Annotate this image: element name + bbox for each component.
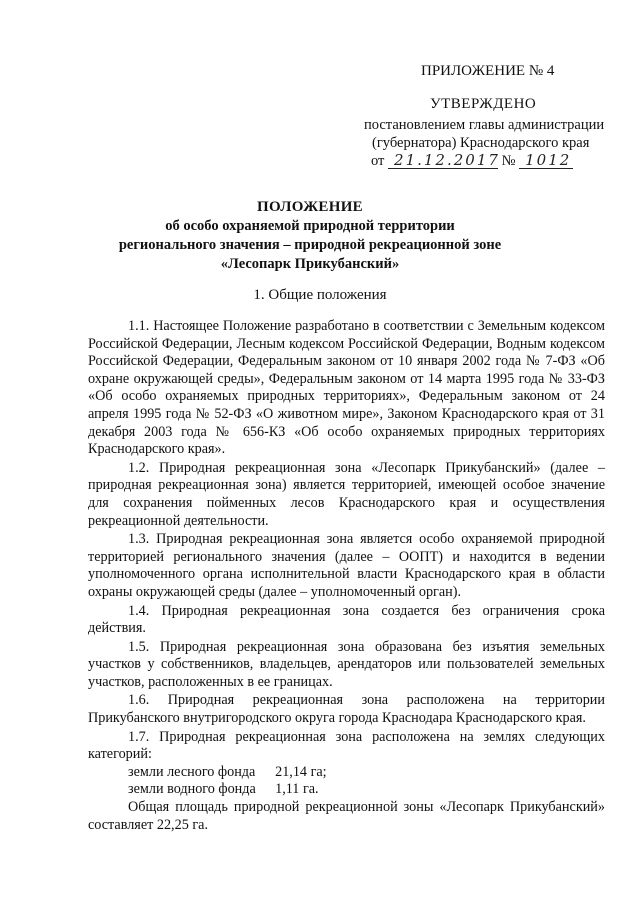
paragraph-1-4: 1.4. Природная рекреационная зона создается без ограничения срока действия. (88, 602, 605, 637)
document-body (88, 318, 605, 834)
title-line-2: об особо охраняемой природной территории (165, 218, 455, 234)
paragraph-1-1: 1.1. Настоящее Положение разработано в соответствии с Земельным кодексом Российской Федерации, Лесным кодексом Российской Федерации, Водным кодексом Российской Федерации, Федеральным законом от 10 января 2002 года № 7-ФЗ «Об охране окружающей среды», Федеральным законом от 14 марта 1995 года № 33-ФЗ «Об особо охраняемых природных территориях», Федеральным законом от 24 апреля 1995 года № 52-ФЗ «О животном мире», Законом Краснодарского края от 31 декабря 2003 года № 656-КЗ «Об особо охраняемых природных территориях Краснодарского края». (88, 318, 605, 458)
decree-line-2: (губернатора) Краснодарского края (372, 135, 590, 151)
land-label: земли лесного фонда (128, 763, 256, 780)
handwritten-number: 1012 (519, 152, 573, 169)
number-sign: № (501, 153, 516, 169)
paragraph-1-3: 1.3. Природная рекреационная зона является особо охраняемой природной территорией регионального значения (далее – ООПТ) и находится в ведении уполномоченного органа исполнительной власти Краснодарского края в области охраны окружающей среды (далее – уполномоченный орган). (88, 531, 605, 600)
paragraph-1-2: 1.2. Природная рекреационная зона «Лесопарк Прикубанский» (далее – природная рекреационная зона) является территорией, имеющей особое значение для сохранения пойменных лесов Краснодарского края и осуществления рекреационной деятельности. (88, 459, 605, 529)
paragraph-1-6: 1.6. Природная рекреационная зона расположена на территории Прикубанского внутригородского округа города Краснодара Краснодарского края. (88, 692, 605, 727)
handwritten-date: 21.12.2017 (388, 152, 498, 169)
land-value: 1,11 га. (275, 781, 319, 798)
land-value: 21,14 га; (275, 763, 327, 780)
land-label: земли водного фонда (128, 781, 256, 798)
paragraph-1-7: 1.7. Природная рекреационная зона расположена на землях следующих категорий: (88, 728, 605, 763)
title-line-3: регионального значения – природной рекреационной зоне (118, 237, 502, 253)
document-title (100, 198, 520, 274)
annex-number: ПРИЛОЖЕНИЕ № 4 (421, 63, 555, 79)
title-line-4: «Лесопарк Прикубанский» (220, 256, 400, 272)
decree-line-1: постановлением главы администрации (364, 117, 605, 133)
title-line-1: ПОЛОЖЕНИЕ (257, 199, 363, 215)
land-category-list (88, 764, 605, 799)
paragraph-total-area: Общая площадь природной рекреационной зоны «Лесопарк Прикубанский» составляет 22,25 га. (88, 799, 605, 833)
approved-stamp: УТВЕРЖДЕНО (430, 96, 537, 112)
land-row-forest (88, 764, 605, 782)
decree-date-row (371, 152, 573, 170)
date-prefix: от (371, 153, 385, 169)
land-row-water (88, 781, 605, 799)
paragraph-1-5: 1.5. Природная рекреационная зона образована без изъятия земельных участков у собственников, владельцев, арендаторов или пользователей земельных участков, расположенных в ее границах. (88, 638, 605, 690)
section-heading: 1. Общие положения (253, 287, 387, 303)
